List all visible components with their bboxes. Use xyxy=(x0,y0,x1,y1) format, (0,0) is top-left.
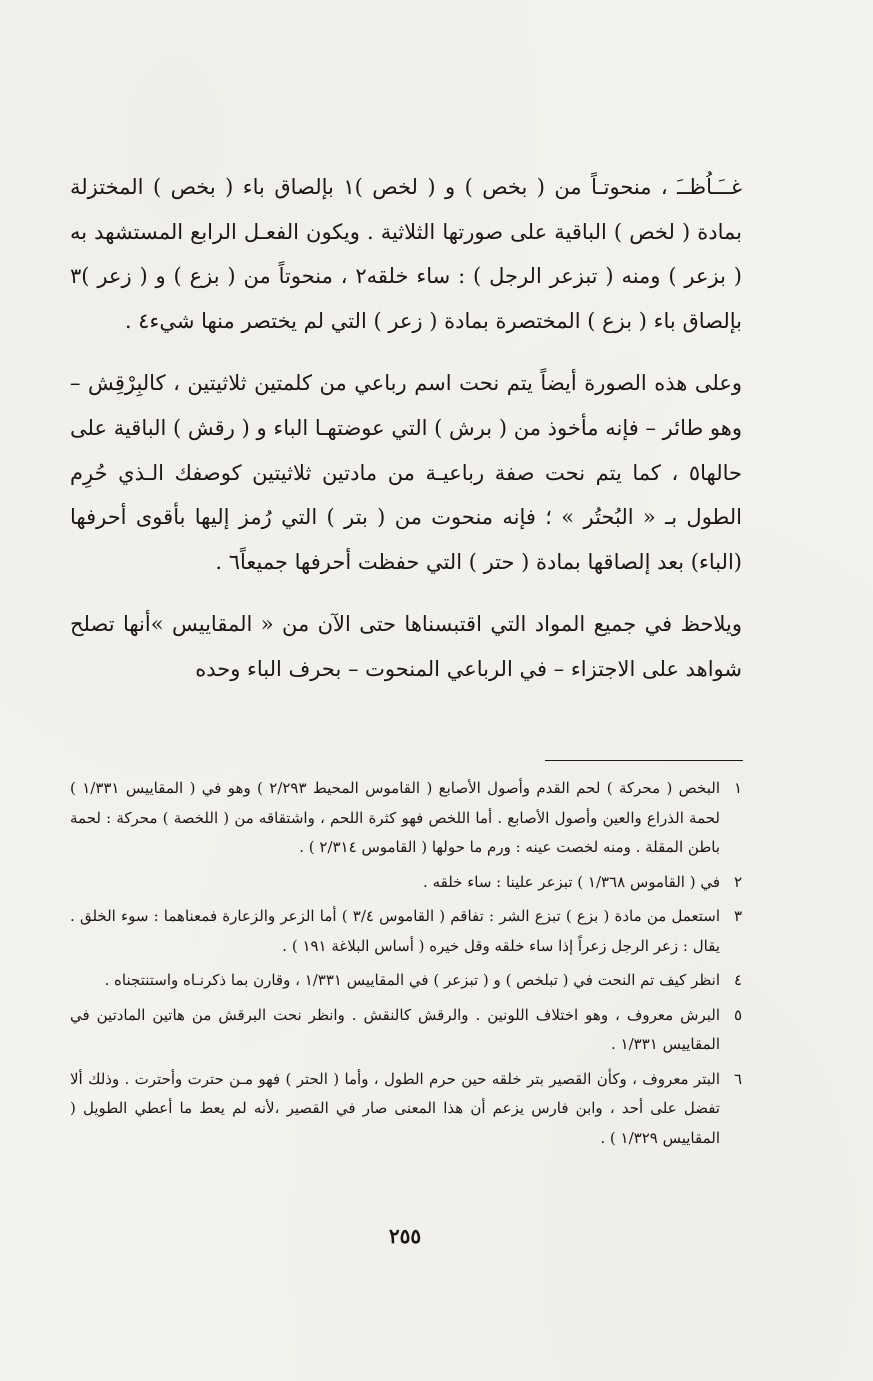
footnote-number: ١ xyxy=(733,779,742,797)
footnote-separator xyxy=(545,760,743,761)
footnote-1 xyxy=(70,774,742,863)
footnote-3 xyxy=(70,902,742,961)
footnote-text: انظر كيف تم النحت في ( تبلخص ) و ( تبزعر ) في المقاييس ١/٣٣١ ، وقارن بما ذكرنـاه واستنتجناه . xyxy=(104,971,720,989)
footnote-2 xyxy=(70,868,742,898)
footnote-text: في ( القاموس ١/٣٦٨ ) تبزعر علينا : ساء خلقه . xyxy=(423,872,720,891)
footnote-6 xyxy=(70,1065,742,1154)
footnote-number: ٦ xyxy=(733,1069,742,1088)
footnote-text: البتر معروف ، وكأن القصير بتر خلقه حين حرم الطول ، وأما ( الحتر ) فهو مـن حترت وأحترت . وذلك ألا تفضل على أحد ، وابن فارس يزعم أن هذا المعنى صار في القصير ،لأنه لم يعط ما أعطي الطويل ( المقاييس ١/٣٢٩ ) . xyxy=(70,1069,720,1147)
footnote-number: ٥ xyxy=(733,1005,742,1024)
footnote-number: ٤ xyxy=(733,971,742,989)
footnote-text: البرش معروف ، وهو اختلاف اللونين . والرقش كالنقش . وانظر نحت البرقش من هاتين المادتين في المقاييس ١/٣٣١ . xyxy=(70,1005,720,1053)
footnote-number: ٣ xyxy=(733,907,742,925)
footnote-number: ٢ xyxy=(733,872,742,891)
paragraph-2: وعلى هذه الصورة أيضاً يتم نحت اسم رباعي من كلمتين ثلاثيتين ، كالبِرْقِش – وهو طائر – فإنه مأخوذ من ( برش ) التي عوضتهـا الباء و ( رقش ) الباقية على حالها٥ ، كما يتم نحت صفة رباعيـة من مادتين ثلاثيتين كوصفك الـذي حُرِم الطول بـ « البُحتُر » ؛ فإنه منحوت من ( بتر ) التي رُمز إليها بأقوى أحرفها (الباء) بعد إلصاقها بمادة ( حتر ) التي حفظت أحرفها جميعاً٦ . xyxy=(70,371,742,574)
footnote-4 xyxy=(70,966,742,996)
footnote-5 xyxy=(70,1001,742,1060)
footnotes xyxy=(70,774,742,1158)
footnote-text: استعمل من مادة ( بزع ) تبزع الشر : تفاقم ( القاموس ٣/٤ ) أما الزعر والزعارة فمعناهما : سوء الخلق . يقال : زعر الرجل زعراً إذا ساء خلقه وقل خيره ( أساس البلاغة ١٩١ ) . xyxy=(70,907,721,955)
footnote-text: البخص ( محركة ) لحم القدم وأصول الأصابع ( القاموس المحيط ٢/٢٩٣ ) وهو في ( المقاييس ١/٣٣١ ) لحمة الذراع والعين وأصول الأصابع . أما اللخص فهو كثرة اللحم ، واشتقاقه من ( اللخصة ) محركة : لحمة باطن المقلة . ومنه لخصت عينه : ورم ما حولها ( القاموس ٢/٣١٤ ) . xyxy=(70,779,721,856)
paragraph-1: غــَـاُظــَ ، منحوتـاً من ( بخص ) و ( لخص )١ بإلصاق باء ( بخص ) المختزلة بمادة ( لخص ) الباقية على صورتها الثلاثية . ويكون الفعـل الرابع المستشهد به ( بزعر ) ومنه ( تبزعر الرجل ) : ساء خلقه٢ ، منحوتاً من ( بزع ) و ( زعر )٣ بإلصاق باء ( بزع ) المختصرة بمادة ( زعر ) التي لم يختصر منها شيء٤ . xyxy=(70,175,742,333)
page-number: ٢٥٥ xyxy=(388,1224,422,1248)
main-text xyxy=(70,165,742,692)
paragraph-3: ويلاحظ في جميع المواد التي اقتبسناها حتى الآن من « المقاييس »أنها تصلح شواهد على الاجتزاء – في الرباعي المنحوت – بحرف الباء وحده xyxy=(70,612,742,681)
